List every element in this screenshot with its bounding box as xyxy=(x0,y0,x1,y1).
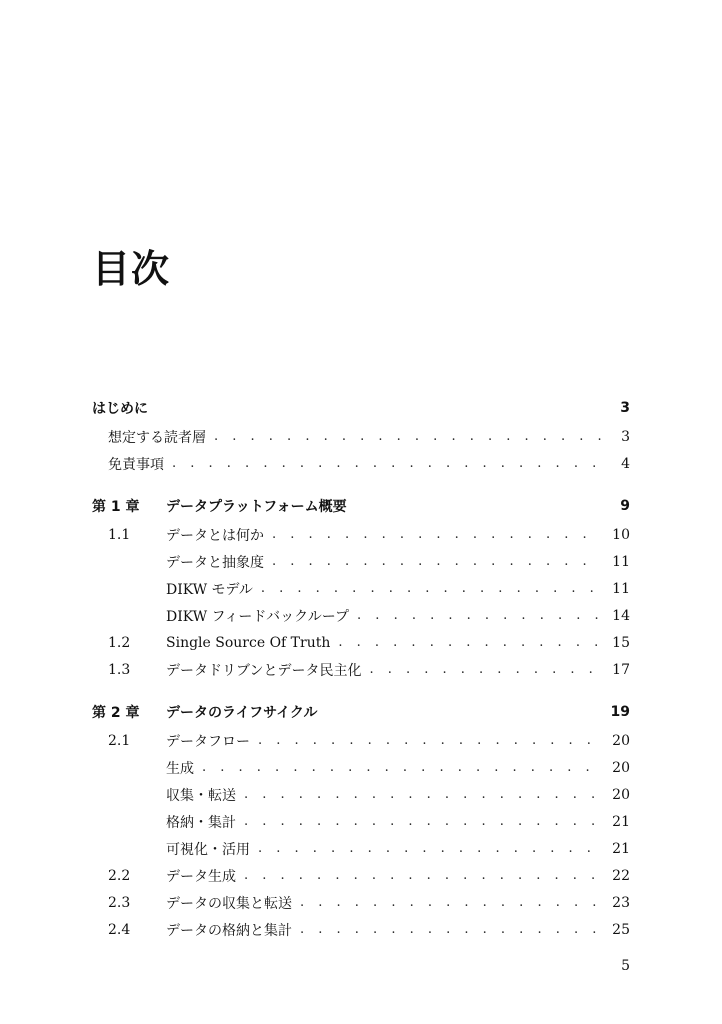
leader-dots xyxy=(244,814,602,829)
toc-page-number: 11 xyxy=(612,580,630,597)
toc-page-number: 3 xyxy=(621,428,630,445)
leader-dots xyxy=(357,608,602,623)
toc-page-number: 14 xyxy=(612,607,630,624)
toc-entry-title: データの収集と転送 xyxy=(166,895,292,912)
leader-dots xyxy=(258,733,602,748)
toc-heading-title: データプラットフォーム概要 xyxy=(166,499,347,515)
leader-dots xyxy=(202,760,602,775)
leader-dots xyxy=(272,527,602,542)
toc-entry-title: 収集・転送 xyxy=(166,787,236,804)
toc-page-number: 9 xyxy=(620,498,630,514)
toc-entry[interactable] xyxy=(92,808,630,835)
toc-page-number: 17 xyxy=(612,661,630,678)
leader-dots xyxy=(258,841,602,856)
toc-entry[interactable] xyxy=(92,781,630,808)
toc-entry[interactable] xyxy=(92,656,630,683)
toc-entry-title: DIKW モデル xyxy=(166,581,253,598)
section-number: 2.4 xyxy=(108,921,131,938)
toc-entry[interactable] xyxy=(92,754,630,781)
toc-entry[interactable] xyxy=(92,450,630,477)
toc-entry[interactable] xyxy=(92,862,630,889)
toc-entry-title: データ生成 xyxy=(166,868,236,885)
toc-entry[interactable] xyxy=(92,521,630,548)
toc-entry[interactable] xyxy=(92,727,630,754)
leader-dots xyxy=(300,922,602,937)
toc-page-number: 4 xyxy=(621,455,630,472)
toc-entry-title: DIKW フィードバックループ xyxy=(166,608,350,625)
toc-entry[interactable] xyxy=(92,575,630,602)
toc-entry[interactable] xyxy=(92,835,630,862)
toc-entry-title: データの格納と集計 xyxy=(166,922,292,939)
toc-entry[interactable] xyxy=(92,889,630,916)
page-title: 目次 xyxy=(92,247,171,291)
leader-dots xyxy=(244,868,602,883)
toc-entry-title: データフロー xyxy=(166,733,250,750)
toc-page-number: 19 xyxy=(610,704,630,720)
toc-page-number: 20 xyxy=(612,759,630,776)
leader-dots xyxy=(244,787,602,802)
toc-entry-title: データドリブンとデータ民主化 xyxy=(166,662,362,679)
toc-entry-title: 想定する読者層 xyxy=(108,429,206,446)
toc-page-number: 25 xyxy=(612,921,630,938)
page-number-footer: 5 xyxy=(621,958,630,974)
toc-entry-title: 可視化・活用 xyxy=(166,841,250,858)
toc-page-number: 15 xyxy=(612,634,630,651)
section-number: 1.1 xyxy=(108,526,131,543)
chapter-number: 第 2 章 xyxy=(92,705,140,721)
toc-entry-title: 生成 xyxy=(166,760,194,777)
toc-chapter-2[interactable] xyxy=(92,697,630,727)
toc-page-number: 23 xyxy=(612,894,630,911)
toc-page-number: 21 xyxy=(612,813,630,830)
toc-entry-title: Single Source Of Truth xyxy=(166,634,331,651)
toc-chapter-1[interactable] xyxy=(92,491,630,521)
toc-entry[interactable] xyxy=(92,548,630,575)
leader-dots xyxy=(369,662,602,677)
leader-dots xyxy=(214,429,602,444)
toc-page-number: 21 xyxy=(612,840,630,857)
section-number: 1.2 xyxy=(108,634,131,651)
table-of-contents xyxy=(92,393,630,943)
toc-entry-title: 格納・集計 xyxy=(166,814,236,831)
section-number: 2.2 xyxy=(108,867,131,884)
toc-page-number: 20 xyxy=(612,732,630,749)
toc-heading-title: データのライフサイクル xyxy=(166,705,318,721)
toc-entry[interactable] xyxy=(92,916,630,943)
toc-entry[interactable] xyxy=(92,423,630,450)
toc-entry[interactable] xyxy=(92,602,630,629)
leader-dots xyxy=(300,895,602,910)
toc-page-number: 3 xyxy=(620,400,630,416)
toc-page-number: 22 xyxy=(612,867,630,884)
toc-page-number: 10 xyxy=(612,526,630,543)
leader-dots xyxy=(338,635,602,650)
chapter-number: 第 1 章 xyxy=(92,499,140,515)
toc-heading-title: はじめに xyxy=(92,401,148,417)
toc-entry-title: 免責事項 xyxy=(108,456,164,473)
toc-page-number: 11 xyxy=(612,553,630,570)
toc-page-number: 20 xyxy=(612,786,630,803)
leader-dots xyxy=(272,554,602,569)
section-number: 2.3 xyxy=(108,894,131,911)
section-number: 1.3 xyxy=(108,661,131,678)
leader-dots xyxy=(261,581,602,596)
toc-entry-title: データと抽象度 xyxy=(166,554,264,571)
toc-entry[interactable] xyxy=(92,629,630,656)
toc-heading-preface[interactable] xyxy=(92,393,630,423)
section-number: 2.1 xyxy=(108,732,131,749)
leader-dots xyxy=(172,456,602,471)
toc-entry-title: データとは何か xyxy=(166,527,264,544)
